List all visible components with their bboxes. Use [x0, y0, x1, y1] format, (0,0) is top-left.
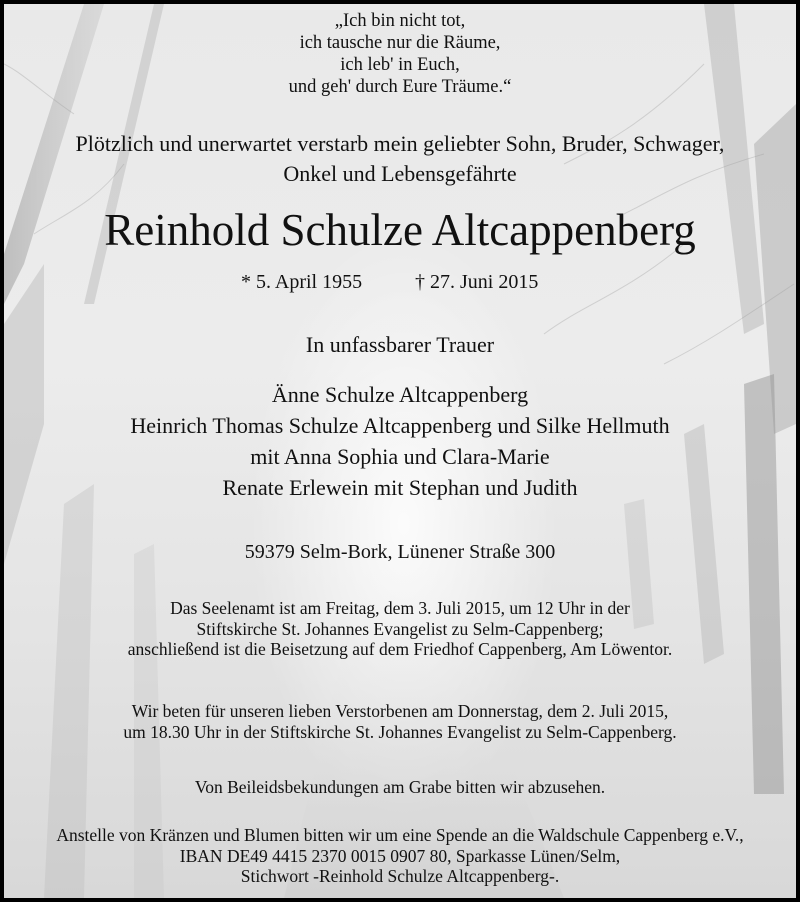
requiem-info	[4, 598, 796, 660]
announcement-line: Onkel und Lebensgefährte	[283, 161, 517, 186]
poem-quote	[4, 10, 796, 98]
donation-line: Stichwort -Reinhold Schulze Altcappenberg-.	[240, 866, 560, 886]
mourner-line: mit Anna Sophia und Clara-Marie	[250, 444, 550, 469]
mourner-line: Heinrich Thomas Schulze Altcappenberg und Silke Hellmuth	[130, 413, 670, 438]
condolence-note: Von Beileidsbekundungen am Grabe bitten wir abzusehen.	[194, 777, 606, 797]
donation-line: Anstelle von Kränzen und Blumen bitten wir um eine Spende an die Waldschule Cappenberg e.V.,	[56, 825, 744, 845]
requiem-line: Das Seelenamt ist am Freitag, dem 3. Juli 2015, um 12 Uhr in der	[170, 598, 630, 618]
mourners-list	[4, 379, 796, 503]
quote-line: und geh' durch Eure Träume.“	[288, 77, 512, 97]
deceased-name: Reinhold Schulze Altcappenberg	[104, 205, 696, 255]
requiem-line: Stiftskirche St. Johannes Evangelist zu Selm-Cappenberg;	[196, 618, 604, 639]
mourner-line: Änne Schulze Altcappenberg	[271, 382, 529, 407]
obituary-text	[4, 4, 796, 898]
prayer-line: um 18.30 Uhr in der Stiftskirche St. Johannes Evangelist zu Selm-Cappenberg.	[123, 721, 677, 742]
quote-line: ich leb' in Euch,	[340, 55, 460, 75]
mourner-line: Renate Erlewein mit Stephan und Judith	[222, 475, 578, 500]
announcement-line: Plötzlich und unerwartet verstarb mein geliebter Sohn, Bruder, Schwager,	[75, 131, 725, 156]
prayer-line: Wir beten für unseren lieben Verstorbenen am Donnerstag, dem 2. Juli 2015,	[131, 701, 669, 721]
obituary-card	[4, 4, 796, 898]
prayer-info	[4, 701, 796, 742]
quote-line: ich tausche nur die Räume,	[299, 33, 501, 53]
quote-line: „Ich bin nicht tot,	[334, 11, 466, 31]
mourning-heading: In unfassbarer Trauer	[305, 332, 495, 357]
death-date: † 27. Juni 2015	[415, 271, 539, 293]
requiem-line: anschließend ist die Beisetzung auf dem Friedhof Cappenberg, Am Löwentor.	[127, 639, 673, 659]
family-address: 59379 Selm-Bork, Lünener Straße 300	[244, 541, 556, 563]
birth-date: * 5. April 1955	[241, 271, 363, 293]
donation-line: IBAN DE49 4415 2370 0015 0907 80, Sparkasse Lünen/Selm,	[179, 845, 621, 866]
donation-info	[4, 825, 796, 887]
announcement	[4, 129, 796, 189]
